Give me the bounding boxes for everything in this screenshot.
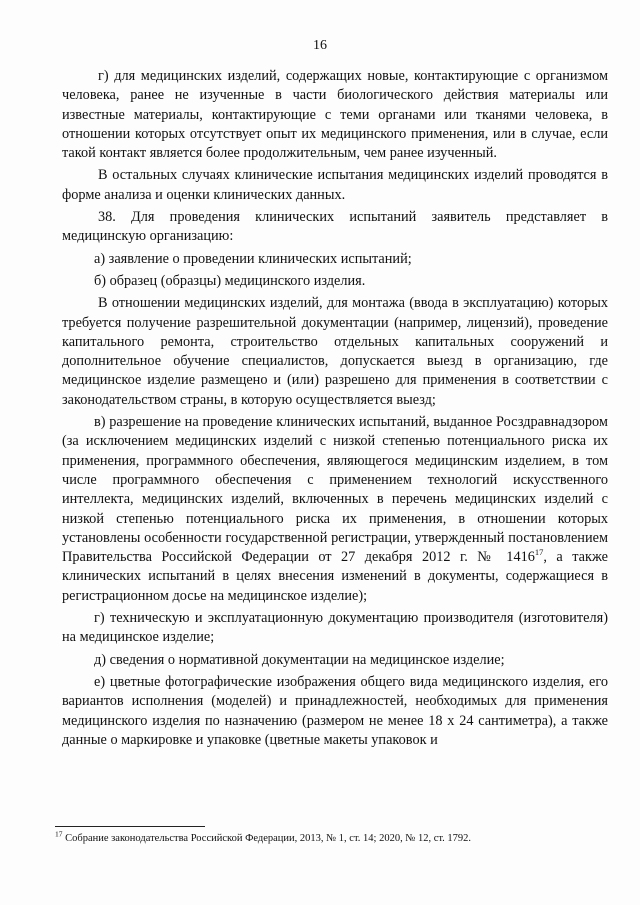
list-item-g-documentation: г) техническую и эксплуатационную документацию производителя (изготовителя) на медицинское изделие; [62, 610, 608, 646]
list-item-v [62, 413, 608, 606]
list-item-a: а) заявление о проведении клинических испытаний; [94, 250, 412, 267]
page-number: 16 [313, 38, 327, 53]
footnote [55, 829, 615, 846]
footnote-text: Собрание законодательства Российской Федерации, 2013, № 1, ст. 14; 2020, № 12, ст. 1792. [65, 833, 472, 844]
list-item-d: д) сведения о нормативной документации на медицинское изделие; [94, 651, 505, 668]
footnote-reference[interactable]: 17 [534, 547, 544, 558]
paragraph-38: 38. Для проведения клинических испытаний заявитель представляет в медицинскую организацию: [62, 209, 608, 245]
footnote-number: 17 [55, 829, 63, 839]
paragraph-other-cases: В остальных случаях клинические испытания медицинских изделий проводятся в форме анализа и оценки клинических данных. [62, 167, 608, 203]
paragraph-installation: В отношении медицинских изделий, для монтажа (ввода в эксплуатацию) которых требуется получение разрешительной документации (например, лицензий), проведение капитального ремонта, строительство отдельных капитальных сооружений и дополнительное обучение специалистов, допускается выезд в организацию, где медицинское изделие размещено и (или) разрешено для применения в соответствии с законодательством страны, в которую осуществляется выезд; [62, 295, 608, 408]
body-text [62, 67, 608, 753]
list-item-b: б) образец (образцы) медицинского изделия. [94, 272, 366, 289]
footnote-divider [55, 826, 205, 827]
list-item-v-text: в) разрешение на проведение клинических испытаний, выданное Росздравнадзором (за исключением медицинских изделий с низкой степенью потенциального риска их применения, программного обеспечения, являющегося медицинским изделием, в том числе программного обеспечения с применением технологий искусственного интеллекта, медицинских изделий, включенных в перечень медицинских изделий с низкой степенью потенциального риска их применения, в отношении которых установлены особенности государственной регистрации, утвержденный постановлением Правительства Российской Федерации от 27 декабря 2012 г. № 1416 [62, 414, 608, 566]
list-item-e: е) цветные фотографические изображения общего вида медицинского изделия, его вариантов исполнения (моделей) и принадлежностей, необходимых для применения медицинского изделия по назначению (размером не менее 18 x 24 сантиметра), а также данные о маркировке и упаковке (цветные макеты упаковок и [62, 673, 608, 748]
paragraph-g-new-materials: г) для медицинских изделий, содержащих новые, контактирующие с организмом человека, ранее не изученные в части биологического действия материалы или известные материалы, контактирующие с теми органами или тканями человека, в отношении которых отсутствует опыт их медицинского применения, или в случае, если такой контакт является более продолжительным, чем ранее изученный. [62, 68, 608, 162]
list-item-v-text-end: , а также клинических испытаний в целях внесения изменений в документы, содержащиеся в регистрационном досье на медицинское изделие); [62, 549, 608, 604]
